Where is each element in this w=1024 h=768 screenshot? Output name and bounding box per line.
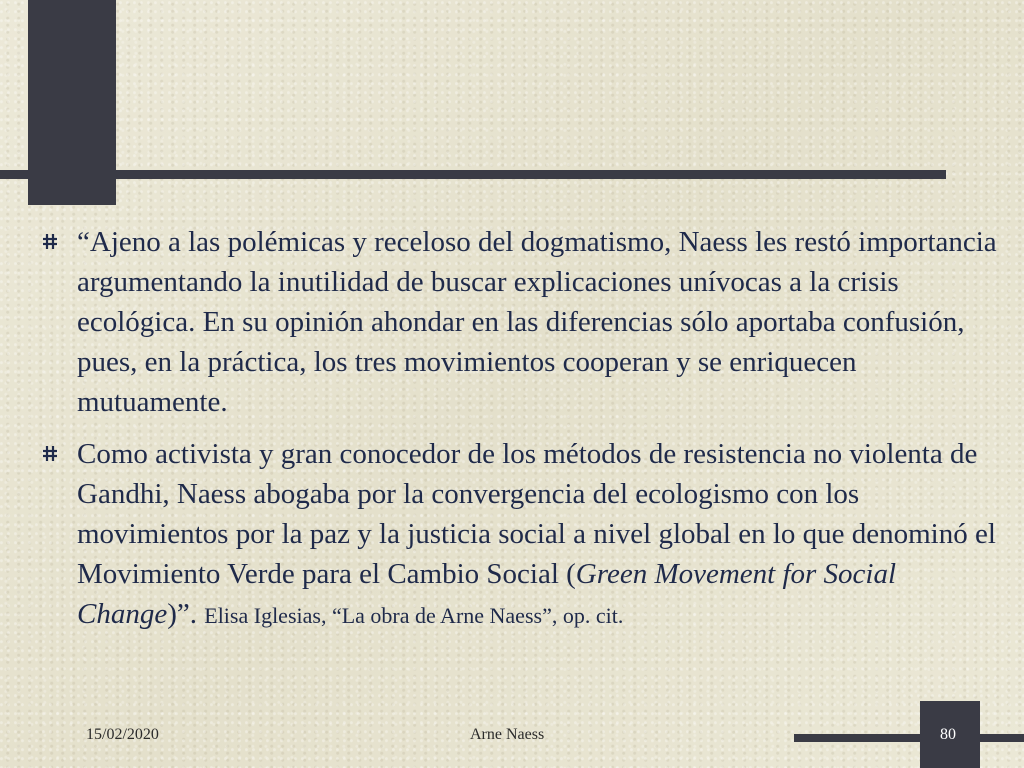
page-number: 80 [940,726,956,743]
decorative-rule-top [0,170,946,179]
bullet-item-2 [40,434,1000,636]
slide-body [40,222,1000,648]
hash-bullet-icon [42,445,58,462]
footer-title: Arne Naess [470,726,545,743]
bullet-item-1 [40,222,1000,422]
hash-bullet-icon [42,233,58,250]
bullet-text: Como activista y gran conocedor de los métodos de resistencia no violenta de Gandhi, Naess abogaba por la convergencia del ecologismo con los movimientos por la paz y la justicia social a nivel global en lo que denominó el Movimiento Verde para el Cambio Social ( [77,438,996,590]
bullet-italic-term: Green Movement for Social Change [77,558,897,630]
bullet-text: “Ajeno a las polémicas y receloso del dogmatismo, Naess les restó importancia argumentando la inutilidad de buscar explicaciones unívocas a la crisis ecológica. En su opinión ahondar en las diferencias sólo aportaba confusión, pues, en la práctica, los tres movimientos cooperan y se enriquecen mutuamente. [77,226,997,418]
decorative-rule-bottom [794,734,1024,742]
bullet-text-closing: )”. [167,598,205,630]
footer-date: 15/02/2020 [86,726,159,743]
citation: Elisa Iglesias, “La obra de Arne Naess”, op. cit. [204,603,624,628]
